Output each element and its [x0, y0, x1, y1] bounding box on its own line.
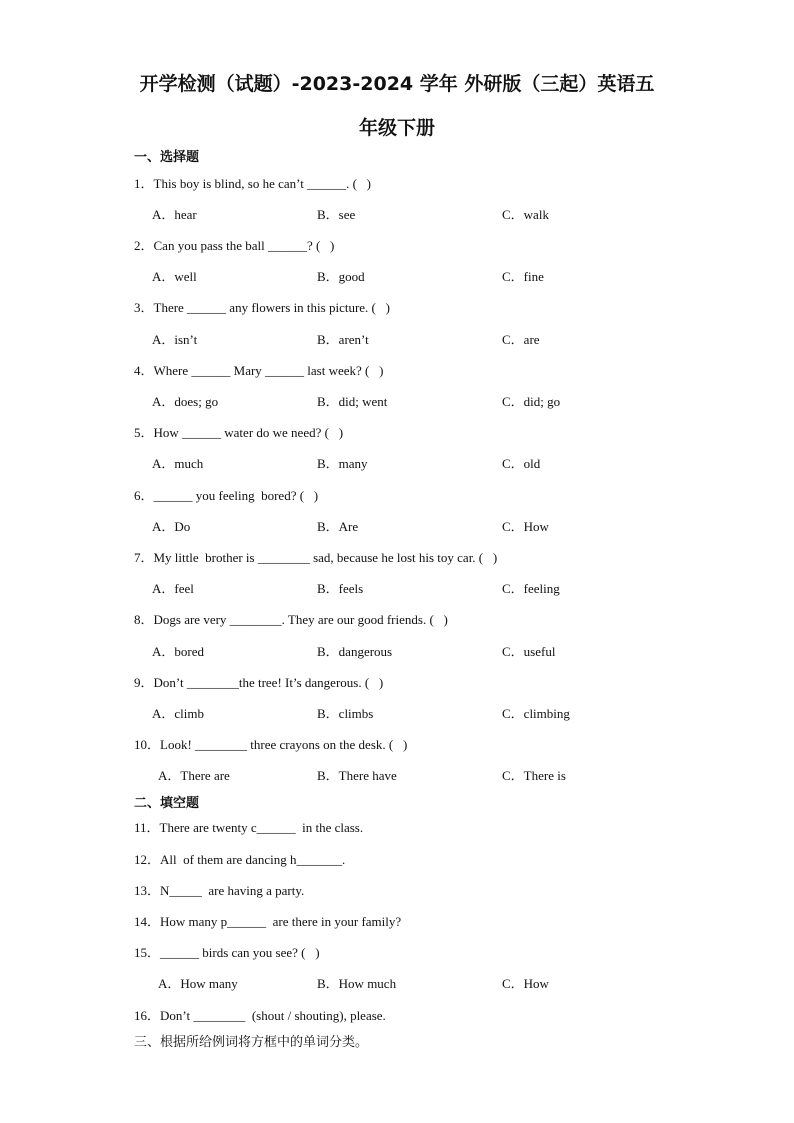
q6-option-a: A．Do: [152, 519, 191, 534]
q15-option-b: B．How much: [317, 976, 397, 991]
question-10: 10．Look! ________ three crayons on the desk. ( ): [134, 737, 408, 752]
question-16: 16．Don’t ________ (shout / shouting), please.: [134, 1008, 386, 1023]
q6-option-b: B．Are: [317, 519, 359, 534]
q2-option-c: C．fine: [502, 269, 544, 284]
question-4: 4．Where ______ Mary ______ last week? ( ): [134, 363, 384, 378]
section-heading-fill-in: 二、填空题: [134, 796, 200, 811]
q8-option-b: B．dangerous: [317, 644, 393, 659]
q2-option-b: B．good: [317, 269, 365, 284]
q4-option-b: B．did; went: [317, 394, 388, 409]
q3-option-c: C．are: [502, 332, 540, 347]
q8-option-c: C．useful: [502, 644, 556, 659]
q3-option-b: B．aren’t: [317, 332, 369, 347]
question-1: 1．This boy is blind, so he can’t ______. ( ): [134, 176, 371, 191]
question-12: 12．All of them are dancing h_______.: [134, 852, 346, 867]
q10-option-a: A．There are: [158, 768, 230, 783]
q9-option-c: C．climbing: [502, 706, 570, 721]
question-11: 11．There are twenty c______ in the class.: [134, 820, 364, 835]
q8-option-a: A．bored: [152, 644, 204, 659]
q15-option-a: A．How many: [158, 976, 238, 991]
title-line-1: 开学检测（试题）-2023-2024 学年 外研版（三起）英语五: [139, 73, 655, 95]
question-6: 6．______ you feeling bored? ( ): [134, 488, 319, 503]
q1-option-b: B．see: [317, 207, 356, 222]
question-9: 9．Don’t ________the tree! It’s dangerous. ( ): [134, 675, 384, 690]
q2-option-a: A．well: [152, 269, 197, 284]
q7-option-a: A．feel: [152, 581, 194, 596]
question-7: 7．My little brother is ________ sad, because he lost his toy car. ( ): [134, 550, 498, 565]
q7-option-b: B．feels: [317, 581, 364, 596]
q5-option-b: B．many: [317, 456, 368, 471]
q10-option-c: C．There is: [502, 768, 566, 783]
q4-option-a: A．does; go: [152, 394, 219, 409]
section-heading-word-classification: 三、根据所给例词将方框中的单词分类。: [134, 1035, 369, 1050]
q9-option-a: A．climb: [152, 706, 204, 721]
q5-option-a: A．much: [152, 456, 204, 471]
question-5: 5．How ______ water do we need? ( ): [134, 425, 344, 440]
q5-option-c: C．old: [502, 456, 541, 471]
q9-option-b: B．climbs: [317, 706, 374, 721]
question-2: 2．Can you pass the ball ______? ( ): [134, 238, 335, 253]
q10-option-b: B．There have: [317, 768, 397, 783]
q3-option-a: A．isn’t: [152, 332, 198, 347]
q7-option-c: C．feeling: [502, 581, 560, 596]
question-8: 8．Dogs are very ________. They are our good friends. ( ): [134, 612, 448, 627]
question-3: 3．There ______ any flowers in this picture. ( ): [134, 300, 390, 315]
q4-option-c: C．did; go: [502, 394, 561, 409]
question-15: 15．______ birds can you see? ( ): [134, 945, 320, 960]
q6-option-c: C．How: [502, 519, 549, 534]
title-line-2: 年级下册: [358, 117, 435, 139]
question-13: 13．N_____ are having a party.: [134, 883, 305, 898]
q15-option-c: C．How: [502, 976, 549, 991]
q1-option-c: C．walk: [502, 207, 549, 222]
question-14: 14．How many p______ are there in your family?: [134, 914, 402, 929]
section-heading-multiple-choice: 一、选择题: [134, 150, 200, 165]
q1-option-a: A．hear: [152, 207, 197, 222]
